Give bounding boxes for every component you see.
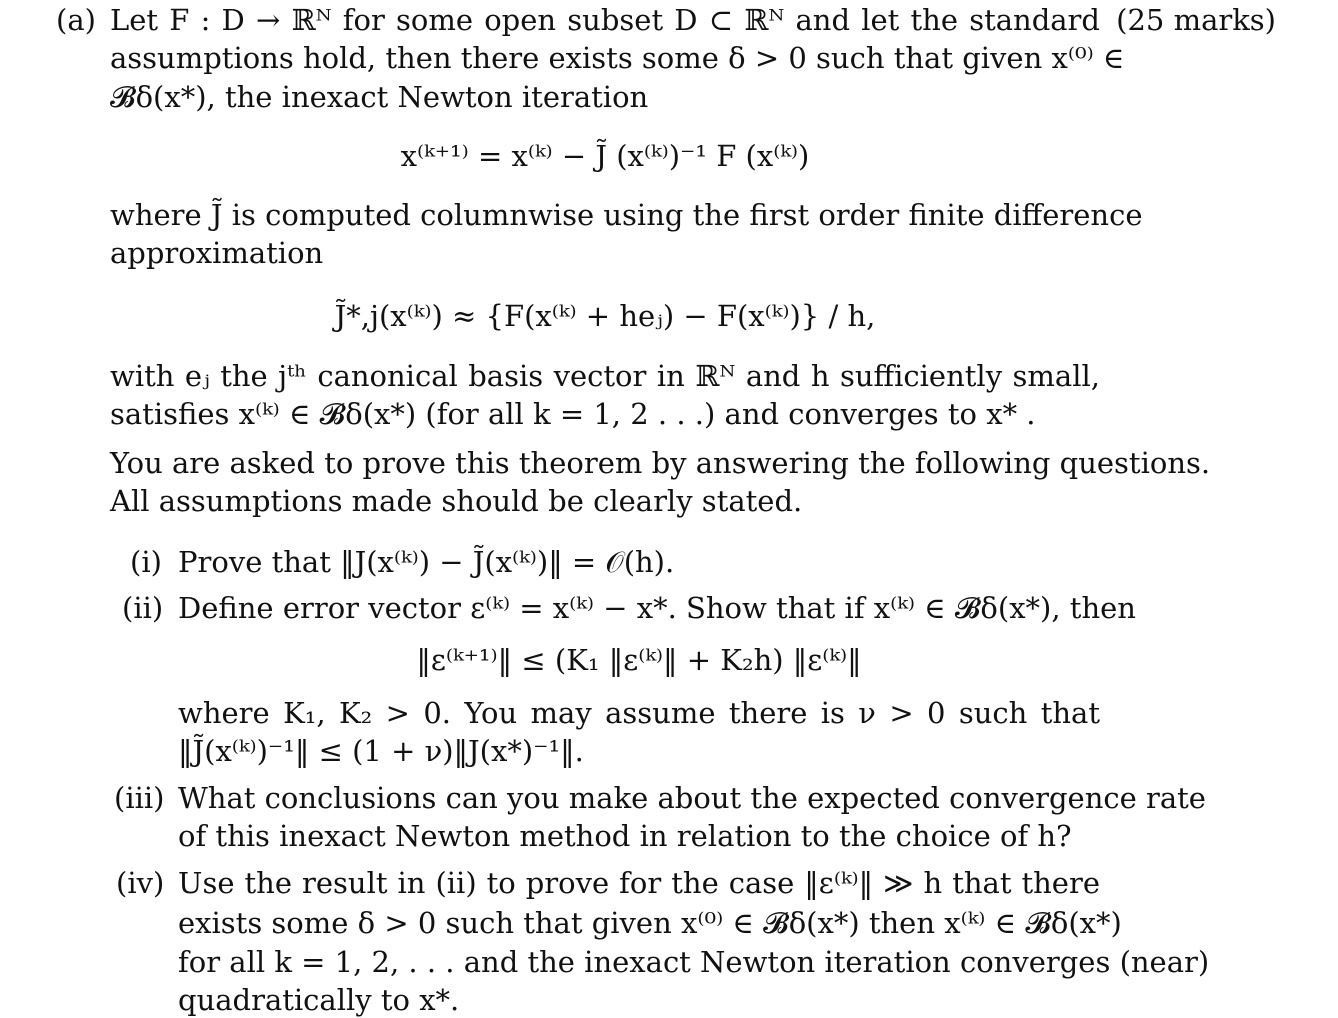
with-line: with eⱼ the jᵗʰ canonical basis vector in ℝᴺ and h sufficiently small, [110,359,1100,393]
where-line: where J̃ is computed columnwise using the first order finite difference [110,198,1143,232]
with-line: satisfies x⁽ᵏ⁾ ∈ 𝓑δ(x*) (for all k = 1, 2 . . .) and converges to x* . [110,397,1036,431]
question-label: (ii) [122,591,164,625]
question-line: quadratically to x*. [178,983,460,1017]
question-line: Prove that ‖J(x⁽ᵏ⁾) − J̃(x⁽ᵏ⁾)‖ = 𝒪(h). [178,545,675,579]
error-bound-equation: ‖ε⁽ᵏ⁺¹⁾‖ ≤ (K₁ ‖ε⁽ᵏ⁾‖ + K₂h) ‖ε⁽ᵏ⁾‖ [416,643,862,677]
intro-line: 𝓑δ(x*), the inexact Newton iteration [110,80,649,114]
task-line: You are asked to prove this theorem by answering the following questions. [110,446,1211,480]
intro-line: Let F : D → ℝᴺ for some open subset D ⊂ ℝᴺ and let the standard [110,3,1100,37]
task-line: All assumptions made should be clearly stated. [110,484,803,518]
question-line: ‖J̃(x⁽ᵏ⁾)⁻¹‖ ≤ (1 + ν)‖J(x*)⁻¹‖. [178,734,584,768]
iteration-equation: x⁽ᵏ⁺¹⁾ = x⁽ᵏ⁾ − J̃ (x⁽ᵏ⁾)⁻¹ F (x⁽ᵏ⁾) [400,139,810,173]
question-line: Define error vector ε⁽ᵏ⁾ = x⁽ᵏ⁾ − x*. Show that if x⁽ᵏ⁾ ∈ 𝓑δ(x*), then [178,591,1136,625]
marks-label: (25 marks) [1116,3,1276,37]
question-label: (iv) [116,866,165,900]
question-line: exists some δ > 0 such that given x⁽⁰⁾ ∈ 𝓑δ(x*) then x⁽ᵏ⁾ ∈ 𝓑δ(x*) [178,906,1122,940]
where-line: approximation [110,236,324,270]
question-label: (iii) [114,781,165,815]
part-label: (a) [56,3,96,37]
question-line: of this inexact Newton method in relation to the choice of h? [178,819,1072,853]
question-line: What conclusions can you make about the expected convergence rate [178,781,1206,815]
intro-line: assumptions hold, then there exists some δ > 0 such that given x⁽⁰⁾ ∈ [110,41,1125,75]
question-label: (i) [130,545,162,579]
finite-difference-equation: J̃*,j(x⁽ᵏ⁾) ≈ {F(x⁽ᵏ⁾ + heⱼ) − F(x⁽ᵏ⁾)} / h, [334,299,876,333]
question-line: for all k = 1, 2, . . . and the inexact Newton iteration converges (near) [178,945,1210,979]
question-line: where K₁, K₂ > 0. You may assume there is ν > 0 such that [178,696,1100,730]
question-line: Use the result in (ii) to prove for the case ‖ε⁽ᵏ⁾‖ ≫ h that there [178,866,1100,900]
